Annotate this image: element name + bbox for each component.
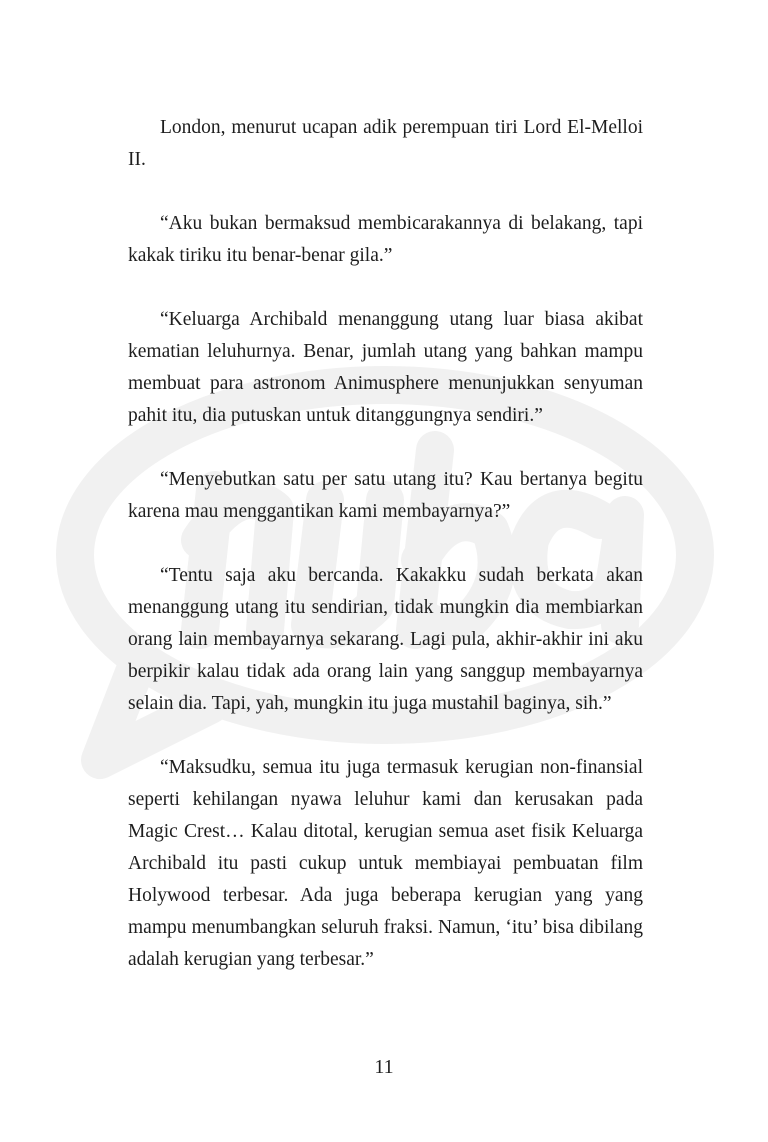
paragraph-2: “Aku bukan bermaksud membicarakannya di belakang, tapi kakak tiriku itu benar-benar gila.” xyxy=(128,213,643,266)
paragraph-1: London, menurut ucapan adik perempuan tiri Lord El-Melloi II. xyxy=(128,117,643,170)
paragraph-3: “Keluarga Archibald menanggung utang luar biasa akibat kematian leluhurnya. Benar, jumlah utang yang bahkan mampu membuat para astronom Animusphere menunjukkan senyuman pahit itu, dia putuskan untuk ditanggungnya sendiri.” xyxy=(128,309,643,426)
page-body xyxy=(128,112,643,1008)
paragraph-4: “Menyebutkan satu per satu utang itu? Kau bertanya begitu karena mau menggantikan kami membayarnya?” xyxy=(128,469,643,522)
paragraph-6: “Maksudku, semua itu juga termasuk kerugian non-finansial seperti kehilangan nyawa leluhur kami dan kerusakan pada Magic Crest… Kalau ditotal, kerugian semua aset fisik Keluarga Archibald itu pasti cukup untuk membiayai pembuatan film Holywood terbesar. Ada juga beberapa kerugian yang yang mampu menumbangkan seluruh fraksi. Namun, ‘itu’ bisa dibilang adalah kerugian yang terbesar.” xyxy=(128,757,643,970)
page-number: 11 xyxy=(374,1056,394,1078)
paragraph-5: “Tentu saja aku bercanda. Kakakku sudah berkata akan menanggung utang itu sendirian, tidak mungkin dia membiarkan orang lain membayarnya sekarang. Lagi pula, akhir-akhir ini aku berpikir kalau tidak ada orang lain yang sanggup membayarnya selain dia. Tapi, yah, mungkin itu juga mustahil baginya, sih.” xyxy=(128,565,643,714)
